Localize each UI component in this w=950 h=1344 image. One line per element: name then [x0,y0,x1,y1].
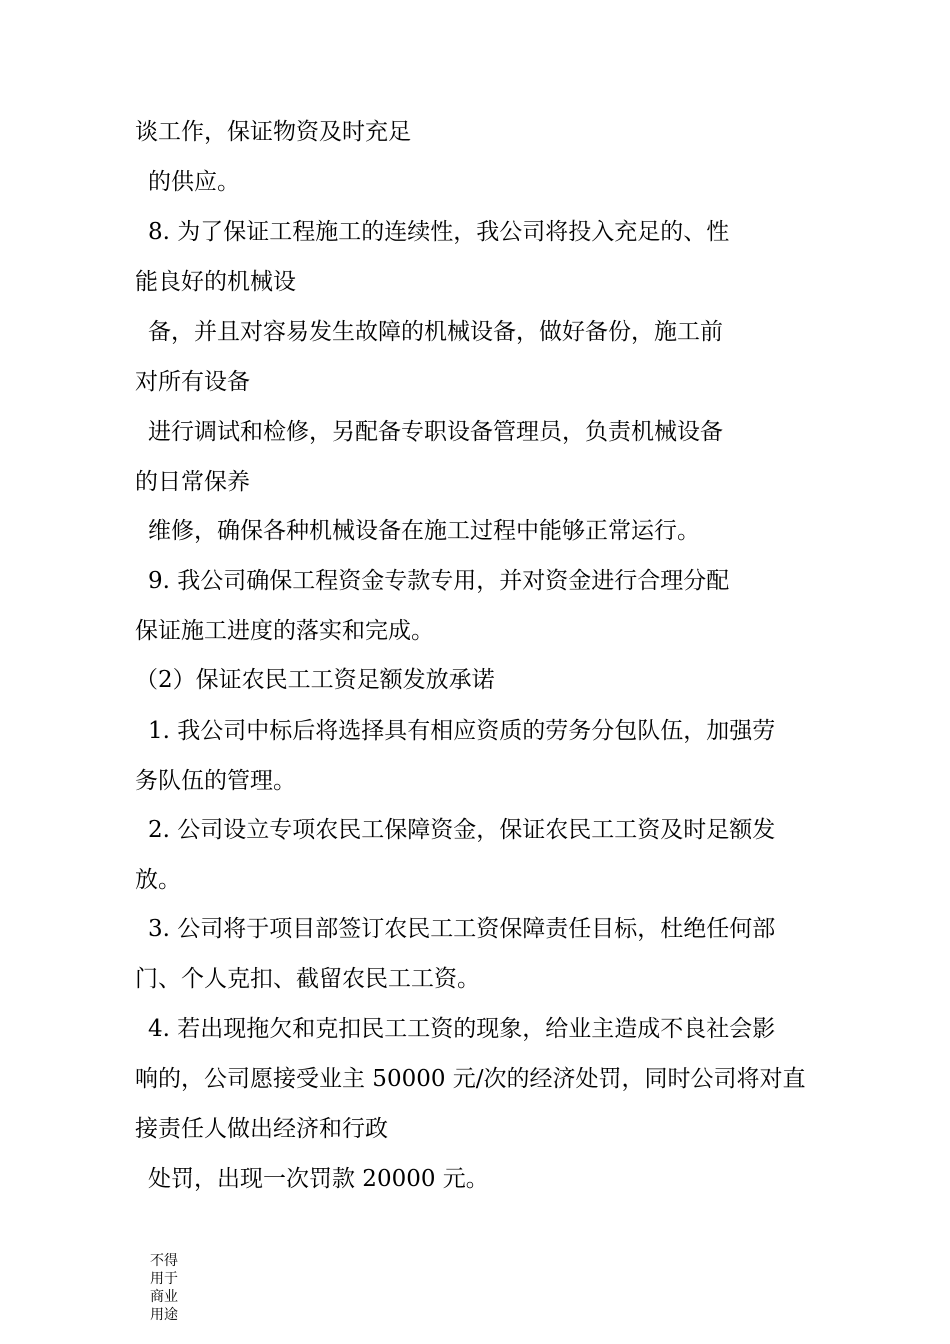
text-line: 谈工作，保证物资及时充足 [135,119,411,145]
footer-notice-line: 用途 [150,1307,178,1323]
text-line: 4. 若出现拖欠和克扣民工工资的现象，给业主造成不良社会影 [148,1016,776,1042]
footer-notice-line: 商业 [150,1289,178,1305]
text-line: 响的，公司愿接受业主 50000 元/次的经济处罚，同时公司将对直 [135,1066,806,1092]
text-line: 对所有设备 [135,369,250,395]
section-heading: （2）保证农民工工资足额发放承诺 [135,667,495,693]
text-line: 8. 为了保证工程施工的连续性，我公司将投入充足的、性 [148,219,730,245]
text-line: 备，并且对容易发生故障的机械设备，做好备份，施工前 [148,319,723,345]
text-line: 的供应。 [148,169,240,195]
footer-notice-line: 用于 [150,1271,178,1287]
text-line: 处罚，出现一次罚款 20000 元。 [148,1166,489,1192]
text-line: 门、个人克扣、截留农民工工资。 [135,966,480,992]
text-line: 进行调试和检修，另配备专职设备管理员，负责机械设备 [148,419,723,445]
text-line: 3. 公司将于项目部签订农民工工资保障责任目标，杜绝任何部 [148,916,776,942]
text-line: 的日常保养 [135,469,250,495]
footer-notice-line: 不得 [150,1253,178,1269]
text-line: 维修，确保各种机械设备在施工过程中能够正常运行。 [148,518,700,544]
text-line: 接责任人做出经济和行政 [135,1116,388,1142]
text-line: 能良好的机械设 [135,269,296,295]
text-line: 9. 我公司确保工程资金专款专用，并对资金进行合理分配 [148,568,730,594]
text-line: 保证施工进度的落实和完成。 [135,618,434,644]
footer-notice [150,1252,190,1324]
text-line: 1. 我公司中标后将选择具有相应资质的劳务分包队伍，加强劳 [148,718,776,744]
text-line: 2. 公司设立专项农民工保障资金，保证农民工工资及时足额发 [148,817,776,843]
text-line: 务队伍的管理。 [135,768,296,794]
text-line: 放。 [135,867,181,893]
